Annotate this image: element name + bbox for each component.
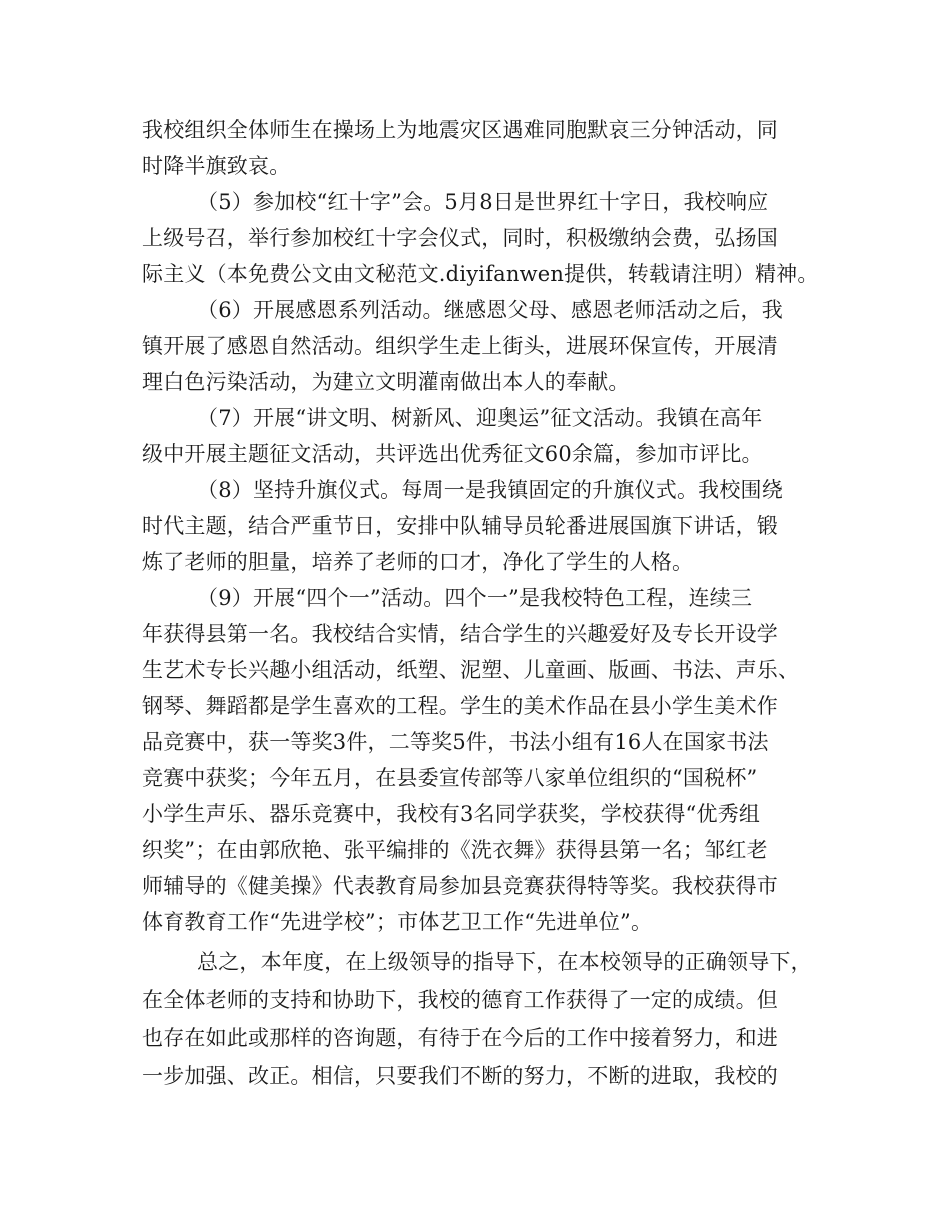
text-line: 竞赛中获奖；今年五月，在县委宣传部等八家单位组织的“国税杯” xyxy=(142,766,758,790)
paragraph-6-start: （6）开展感恩系列活动。继感恩父母、感恩老师活动之后，我 xyxy=(197,298,783,322)
text-line: 钢琴、舞蹈都是学生喜欢的工程。学生的美术作品在县小学生美术作 xyxy=(142,694,778,718)
paragraph-8-start: （8）坚持升旗仪式。每周一是我镇固定的升旗仪式。我校围绕 xyxy=(197,478,783,502)
text-line: 我校组织全体师生在操场上为地震灾区遇难同胞默哀三分钟活动，同 xyxy=(142,118,778,142)
text-line: 品竞赛中，获一等奖3件，二等奖5件，书法小组有16人在国家书法 xyxy=(142,730,769,754)
text-line: 理白色污染活动，为建立文明灌南做出本人的奉献。 xyxy=(142,370,630,394)
text-line: 在全体老师的支持和协助下，我校的德育工作获得了一定的成绩。但 xyxy=(142,988,778,1012)
paragraph-9-start: （9）开展“四个一”活动。四个一”是我校特色工程，连续三 xyxy=(197,586,753,610)
text-line: 级中开展主题征文活动，共评选出优秀征文60余篇，参加市评比。 xyxy=(142,442,763,466)
text-line: 体育教育工作“先进学校”；市体艺卫工作“先进单位”。 xyxy=(142,910,653,934)
text-line: 时代主题，结合严重节日，安排中队辅导员轮番进展国旗下讲话，锻 xyxy=(142,514,778,538)
paragraph-7-start: （7）开展“讲文明、树新风、迎奥运”征文活动。我镇在高年 xyxy=(197,406,763,430)
text-line: 镇开展了感恩自然活动。组织学生走上街头，进展环保宣传，开展清 xyxy=(142,334,778,358)
text-line: 年获得县第一名。我校结合实情，结合学生的兴趣爱好及专长开设学 xyxy=(142,622,778,646)
text-line: 上级号召，举行参加校红十字会仪式，同时，积极缴纳会费，弘扬国 xyxy=(142,226,778,250)
paragraph-5-start: （5）参加校“红十字”会。5月8日是世界红十字日，我校响应 xyxy=(197,190,769,214)
text-line: 也存在如此或那样的咨询题，有待于在今后的工作中接着努力，和进 xyxy=(142,1026,778,1050)
text-line: 际主义（本免费公文由文秘范文.diyifanwen提供，转载请注明）精神。 xyxy=(142,262,819,286)
text-line: 时降半旗致哀。 xyxy=(142,154,291,178)
text-line: 一步加强、改正。相信，只要我们不断的努力，不断的进取，我校的 xyxy=(142,1064,778,1088)
text-line: 炼了老师的胆量，培养了老师的口才，净化了学生的人格。 xyxy=(142,550,694,574)
text-line: 生艺术专长兴趣小组活动，纸塑、泥塑、儿童画、版画、书法、声乐、 xyxy=(142,658,800,682)
text-line: 织奖”；在由郭欣艳、张平编排的《洗衣舞》获得县第一名；邹红老 xyxy=(142,838,768,862)
text-line: 师辅导的《健美操》代表教育局参加县竞赛获得特等奖。我校获得市 xyxy=(142,874,778,898)
text-line: 小学生声乐、器乐竞赛中，我校有3名同学获奖，学校获得“优秀组 xyxy=(142,802,761,826)
summary-paragraph-start: 总之，本年度，在上级领导的指导下，在本校领导的正确领导下， xyxy=(197,950,812,974)
